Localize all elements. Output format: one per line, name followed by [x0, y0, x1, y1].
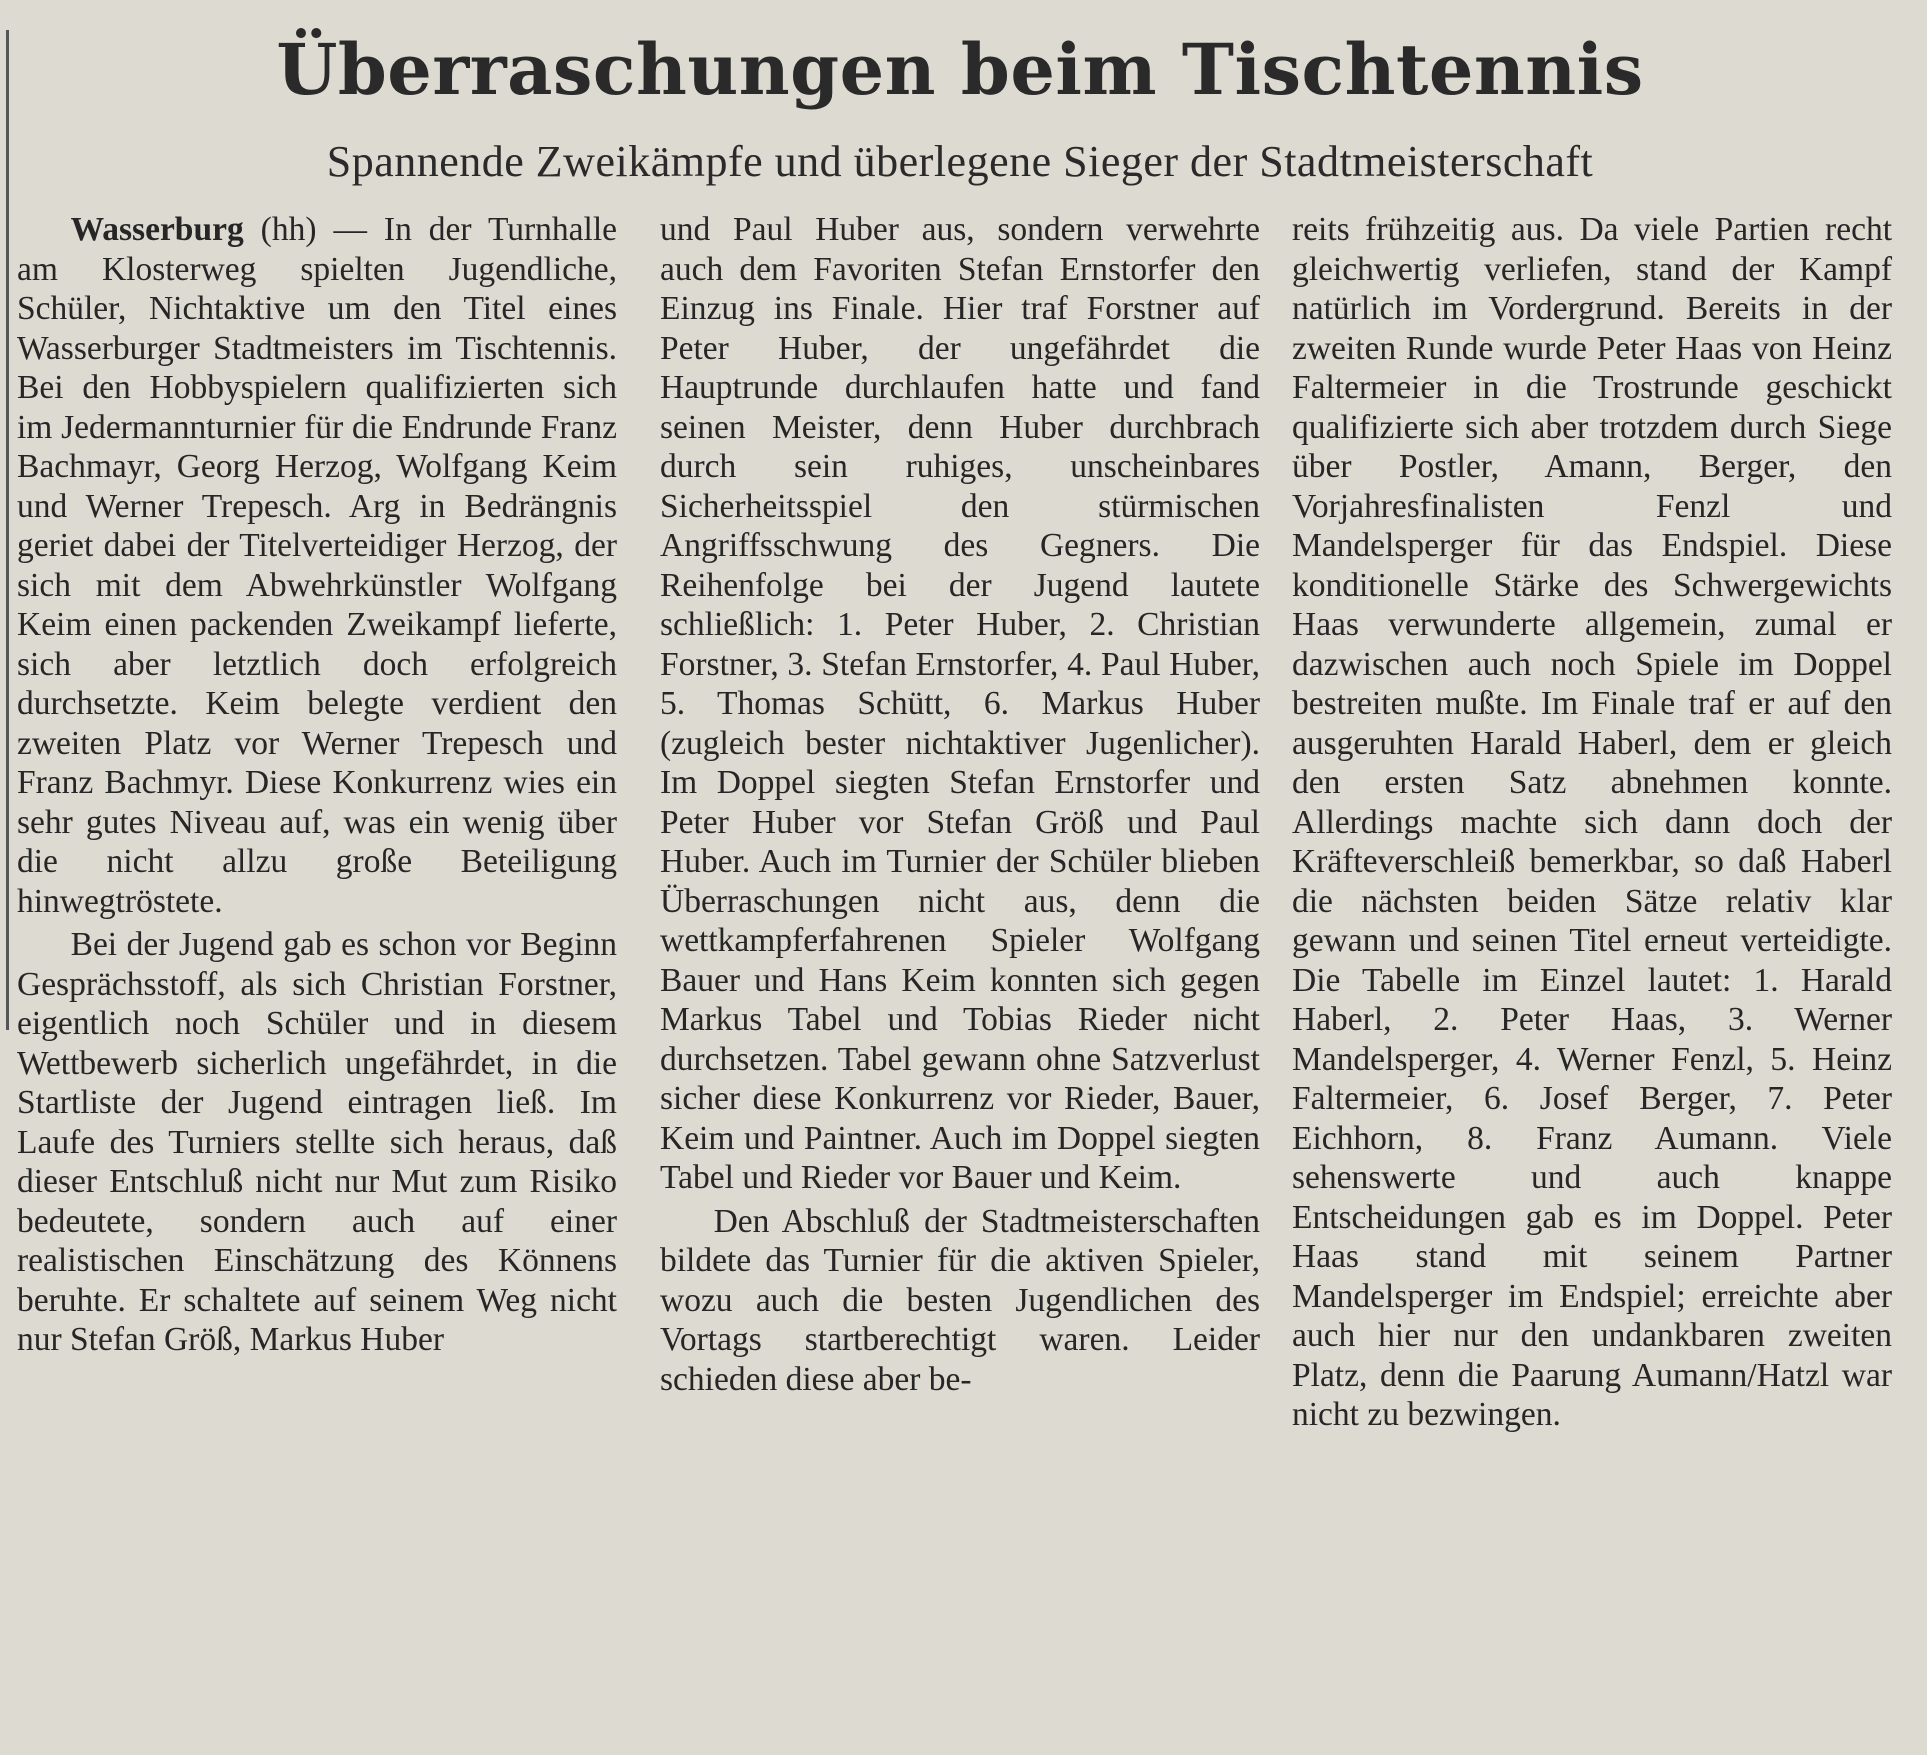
article-paragraph: reits frühzeitig aus. Da viele Partien recht gleichwertig verliefen, stand der Kampf natürlich im Vordergrund. Bereits in der zweiten Runde wurde Peter Haas von Heinz Faltermeier in die Trostrunde geschickt qualifizierte sich aber trotzdem durch Siege über Postler, Amann, Berger, den Vorjahresfinalisten Fenzl und Mandelsperger für das Endspiel. Diese konditionelle Stärke des Schwergewichts Haas verwunderte allgemein, zumal er dazwischen auch noch Spiele im Doppel bestreiten mußte. Im Finale traf er auf den ausgeruhten Harald Haberl, dem er gleich den ersten Satz abnehmen konnte. Allerdings machte sich dann doch der Kräfteverschleiß bemerkbar, so daß Haberl die nächsten beiden Sätze relativ klar gewann und seinen Titel erneut verteidigte. Die Tabelle im Einzel lautet: 1. Harald Haberl, 2. Peter Haas, 3. Werner Mandelsperger, 4. Werner Fenzl, 5. Heinz Faltermeier, 6. Josef Berger, 7. Peter Eichhorn, 8. Franz Aumann. Viele sehenswerte und auch knappe Entscheidungen gab es im Doppel. Peter Haas stand mit seinem Partner Mandelsperger im Endspiel; erreichte aber auch hier nur den undankbaren zweiten Platz, denn die Paarung Aumann/Hatzl war nicht zu bezwingen. [1292, 211, 1892, 1433]
subheadline: Spannende Zweikämpfe und überlegene Sieger der Stadtmeisterschaft [326, 137, 1594, 186]
headline: Überraschungen beim Tischtennis [276, 28, 1644, 111]
clipping-edge-line [6, 30, 9, 1030]
article-column-2 [660, 210, 1260, 1399]
article-paragraph: und Paul Huber aus, sondern verwehrte auch dem Favoriten Stefan Ernstorfer den Einzug ins Finale. Hier traf Forstner auf Peter Huber, der ungefährdet die Hauptrunde durchlaufen hatte und fand seinen Meister, denn Huber durchbrach durch sein ruhiges, unscheinbares Sicherheitsspiel den stürmischen Angriffsschwung des Gegners. Die Reihenfolge bei der Jugend lautete schließlich: 1. Peter Huber, 2. Christian Forstner, 3. Stefan Ernstorfer, 4. Paul Huber, 5. Thomas Schütt, 6. Markus Huber (zugleich bester nichtaktiver Jugenlicher). Im Doppel siegten Stefan Ernstorfer und Peter Huber vor Stefan Größ und Paul Huber. Auch im Turnier der Schüler blieben Überraschungen nicht aus, denn die wettkampferfahrenen Spieler Wolfgang Bauer und Hans Keim konnten sich gegen Markus Tabel und Tobias Rieder nicht durchsetzen. Tabel gewann ohne Satzverlust sicher diese Konkurrenz vor Rieder, Bauer, Keim und Paintner. Auch im Doppel siegten Tabel und Rieder vor Bauer und Keim. [660, 211, 1260, 1196]
article-paragraph [17, 210, 617, 921]
article-column-3 [1292, 210, 1892, 1435]
dateline: Wasserburg [70, 211, 244, 248]
article-paragraph: Den Abschluß der Stadtmeisterschaften bildete das Turnier für die aktiven Spieler, wozu auch die besten Jugendlichen des Vortags startberechtigt waren. Leider schieden diese aber be- [660, 1202, 1260, 1398]
article-column-1 [17, 210, 617, 1360]
lead-text: (hh) — In der Turnhalle am Klosterweg spielten Jugendliche, Schüler, Nichtaktive um den Titel eines Wasserburger Stadtmeisters im Tischtennis. Bei den Hobbyspielern qualifizierten sich im Jedermannturnier für die Endrunde Franz Bachmayr, Georg Herzog, Wolfgang Keim und Werner Trepesch. Arg in Bedrängnis geriet dabei der Titelverteidiger Herzog, der sich mit dem Abwehrkünstler Wolfgang Keim einen packenden Zweikampf lieferte, sich aber letztlich doch erfolgreich durchsetzte. Keim belegte verdient den zweiten Platz vor Werner Trepesch und Franz Bachmyr. Diese Konkurrenz wies ein sehr gutes Niveau auf, was ein wenig über die nicht allzu große Beteiligung hinwegtröstete. [17, 211, 617, 920]
article-paragraph: Bei der Jugend gab es schon vor Beginn Gesprächsstoff, als sich Christian Forstner, eigentlich noch Schüler und in diesem Wettbewerb sicherlich ungefährdet, in die Startliste der Jugend eintragen ließ. Im Laufe des Turniers stellte sich heraus, daß dieser Entschluß nicht nur Mut zum Risiko bedeutete, sondern auch auf einer realistischen Einschätzung des Könnens beruhte. Er schaltete auf seinem Weg nicht nur Stefan Größ, Markus Huber [17, 926, 617, 1358]
